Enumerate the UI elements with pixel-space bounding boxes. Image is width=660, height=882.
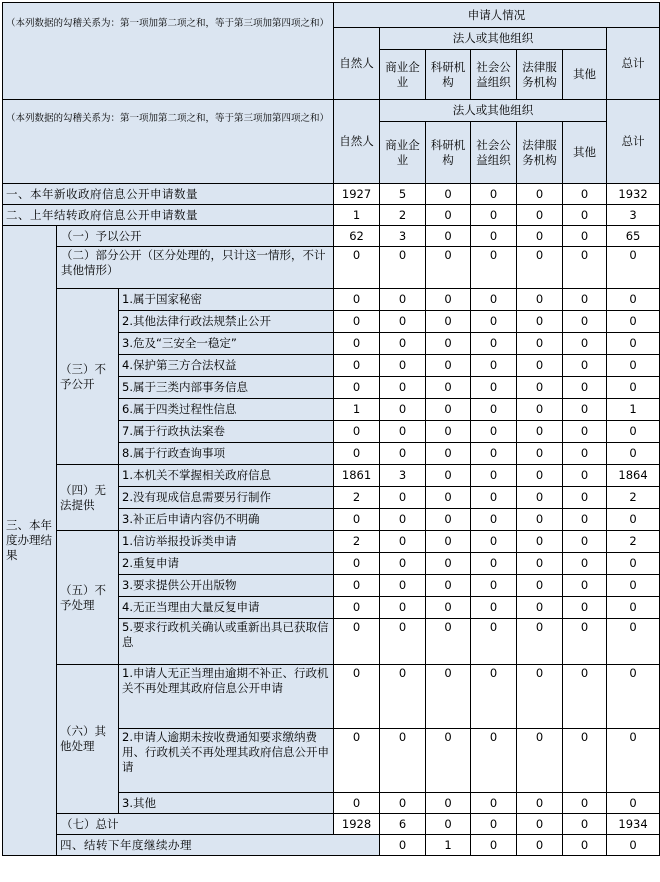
cell: 0 — [517, 814, 563, 835]
cell: 0 — [563, 355, 607, 377]
cell: 0 — [471, 355, 517, 377]
cell: 0 — [426, 311, 471, 333]
row-label: 二、上年结转政府信息公开申请数量 — [3, 205, 334, 226]
cell: 0 — [471, 465, 517, 487]
cell: 0 — [607, 509, 660, 531]
cell: 0 — [563, 247, 607, 289]
cell: 0 — [563, 665, 607, 729]
cell: 0 — [563, 311, 607, 333]
row-label: 3.其他 — [119, 793, 334, 814]
cell: 0 — [334, 443, 380, 465]
cell: 0 — [426, 465, 471, 487]
cell: 0 — [334, 619, 380, 665]
cell: 0 — [380, 575, 426, 597]
cell: 0 — [607, 793, 660, 814]
cell: 0 — [334, 311, 380, 333]
law-header: 法律服务机构 — [517, 50, 563, 100]
cell: 0 — [380, 289, 426, 311]
cell: 0 — [607, 597, 660, 619]
cell: 0 — [471, 665, 517, 729]
cell: 0 — [563, 289, 607, 311]
row-label: 6.属于四类过程性信息 — [119, 399, 334, 421]
row-label: 3.危及“三安全一稳定” — [119, 333, 334, 355]
cell: 0 — [380, 443, 426, 465]
cell: 0 — [471, 619, 517, 665]
cell: 0 — [517, 619, 563, 665]
row-label: 3.补正后申请内容仍不明确 — [119, 509, 334, 531]
cell: 3 — [607, 205, 660, 226]
other-header: 其他 — [563, 50, 607, 100]
cell: 0 — [380, 665, 426, 729]
cell: 0 — [426, 597, 471, 619]
cell: 0 — [517, 333, 563, 355]
cell: 0 — [471, 487, 517, 509]
cell: 0 — [334, 729, 380, 793]
cell: 0 — [517, 575, 563, 597]
cell: 0 — [607, 835, 660, 856]
row-label: 2.重复申请 — [119, 553, 334, 575]
table-row — [3, 205, 660, 226]
cell: 65 — [607, 226, 660, 247]
cell: 0 — [517, 531, 563, 553]
row-label: 四、结转下年度继续办理 — [57, 835, 380, 856]
cell: 0 — [607, 247, 660, 289]
group-6-label: （六）其他处理 — [57, 665, 119, 814]
row-label: 8.属于行政查询事项 — [119, 443, 334, 465]
cell: 1928 — [334, 814, 380, 835]
cell: 2 — [607, 531, 660, 553]
row-label: 1.本机关不掌握相关政府信息 — [119, 465, 334, 487]
cell: 0 — [607, 575, 660, 597]
commercial-header-repeat: 商业企业 — [380, 122, 426, 184]
cell: 5 — [380, 184, 426, 205]
law-header-repeat: 法律服务机构 — [517, 122, 563, 184]
cell: 1 — [426, 835, 471, 856]
cell: 0 — [517, 205, 563, 226]
cell: 0 — [471, 814, 517, 835]
row-label: 2.其他法律行政法规禁止公开 — [119, 311, 334, 333]
cell: 0 — [563, 399, 607, 421]
table-row — [3, 665, 660, 729]
cell: 0 — [517, 311, 563, 333]
cell: 0 — [334, 575, 380, 597]
total-header: 总计 — [607, 28, 660, 100]
row-label: 5.要求行政机关确认或重新出具已获取信息 — [119, 619, 334, 665]
cell: 0 — [471, 421, 517, 443]
cell: 3 — [380, 226, 426, 247]
row-label: 1.信访举报投诉类申请 — [119, 531, 334, 553]
cell: 0 — [471, 793, 517, 814]
cell: 2 — [334, 487, 380, 509]
cell: 0 — [563, 377, 607, 399]
cell: 0 — [426, 553, 471, 575]
research-header-repeat: 科研机构 — [426, 122, 471, 184]
cell: 0 — [563, 509, 607, 531]
social-header: 社会公益组织 — [471, 50, 517, 100]
cell: 6 — [380, 814, 426, 835]
row-label: 7.属于行政执法案卷 — [119, 421, 334, 443]
cell: 0 — [563, 814, 607, 835]
cell: 0 — [563, 205, 607, 226]
cell: 0 — [380, 619, 426, 665]
row-label: 2.没有现成信息需要另行制作 — [119, 487, 334, 509]
cell: 0 — [426, 814, 471, 835]
group-5-label: （五）不予处理 — [57, 531, 119, 665]
cell: 2 — [607, 487, 660, 509]
cell: 0 — [380, 835, 426, 856]
row-label: 一、本年新收政府信息公开申请数量 — [3, 184, 334, 205]
cell: 0 — [426, 184, 471, 205]
cell: 0 — [607, 333, 660, 355]
gov-info-disclosure-table — [2, 2, 660, 856]
cell: 0 — [426, 575, 471, 597]
cell: 0 — [334, 793, 380, 814]
cell: 0 — [517, 487, 563, 509]
cell: 0 — [334, 333, 380, 355]
cell: 0 — [471, 509, 517, 531]
cell: 0 — [426, 729, 471, 793]
cell: 0 — [426, 487, 471, 509]
cell: 0 — [334, 355, 380, 377]
cell: 0 — [607, 729, 660, 793]
cell: 0 — [607, 421, 660, 443]
commercial-header: 商业企业 — [380, 50, 426, 100]
cell: 0 — [563, 619, 607, 665]
row-label: 2.申请人逾期未按收费通知要求缴纳费用、行政机关不再处理其政府信息公开申请 — [119, 729, 334, 793]
cell: 0 — [471, 729, 517, 793]
section-3-label: 三、本年度办理结果 — [3, 226, 57, 856]
row-label: 4.保护第三方合法权益 — [119, 355, 334, 377]
cell: 0 — [471, 531, 517, 553]
cell: 0 — [517, 226, 563, 247]
cell: 1932 — [607, 184, 660, 205]
cell: 0 — [426, 531, 471, 553]
cell: 0 — [334, 289, 380, 311]
cell: 0 — [380, 793, 426, 814]
cell: 0 — [426, 205, 471, 226]
row-label: 1.申请人无正当理由逾期不补正、行政机关不再处理其政府信息公开申请 — [119, 665, 334, 729]
cell: 0 — [563, 531, 607, 553]
cell: 0 — [517, 729, 563, 793]
cell: 0 — [607, 355, 660, 377]
cell: 0 — [607, 619, 660, 665]
cell: 1861 — [334, 465, 380, 487]
cell: 0 — [426, 665, 471, 729]
cell: 1 — [607, 399, 660, 421]
row-label: （一）予以公开 — [57, 226, 334, 247]
legal-org-header: 法人或其他组织 — [380, 28, 607, 50]
relation-note: （本列数据的勾稽关系为：第一项加第二项之和，等于第三项加第四项之和） — [3, 3, 334, 100]
cell: 1 — [334, 205, 380, 226]
cell: 0 — [380, 311, 426, 333]
cell: 0 — [334, 597, 380, 619]
cell: 62 — [334, 226, 380, 247]
cell: 0 — [607, 665, 660, 729]
table-row — [3, 289, 660, 311]
cell: 0 — [517, 421, 563, 443]
cell: 0 — [471, 226, 517, 247]
cell: 0 — [517, 465, 563, 487]
cell: 0 — [471, 835, 517, 856]
table-row — [3, 184, 660, 205]
cell: 0 — [471, 333, 517, 355]
cell: 0 — [563, 226, 607, 247]
cell: 0 — [380, 509, 426, 531]
cell: 0 — [471, 597, 517, 619]
cell: 0 — [471, 289, 517, 311]
cell: 0 — [380, 377, 426, 399]
cell: 0 — [426, 377, 471, 399]
table-row — [3, 531, 660, 553]
cell: 0 — [380, 531, 426, 553]
cell: 0 — [426, 399, 471, 421]
cell: 0 — [426, 509, 471, 531]
cell: 0 — [563, 793, 607, 814]
cell: 0 — [426, 289, 471, 311]
cell: 0 — [607, 553, 660, 575]
total-header-repeat: 总计 — [607, 100, 660, 184]
legal-org-header-repeat: 法人或其他组织 — [380, 100, 607, 122]
cell: 0 — [517, 793, 563, 814]
cell: 0 — [471, 399, 517, 421]
group-3-label: （三）不予公开 — [57, 289, 119, 465]
table-row — [3, 247, 660, 289]
cell: 0 — [563, 835, 607, 856]
table-row — [3, 835, 660, 856]
row-label: 1.属于国家秘密 — [119, 289, 334, 311]
natural-person-header: 自然人 — [334, 28, 380, 100]
cell: 0 — [563, 421, 607, 443]
cell: 0 — [517, 665, 563, 729]
cell: 0 — [607, 289, 660, 311]
relation-note-repeat: （本列数据的勾稽关系为：第一项加第二项之和，等于第三项加第四项之和） — [3, 100, 334, 184]
applicant-header: 申请人情况 — [334, 3, 660, 28]
cell: 0 — [334, 247, 380, 289]
cell: 0 — [563, 443, 607, 465]
cell: 0 — [607, 377, 660, 399]
cell: 0 — [426, 226, 471, 247]
cell: 0 — [471, 443, 517, 465]
cell: 0 — [563, 575, 607, 597]
cell: 1 — [334, 399, 380, 421]
cell: 0 — [517, 835, 563, 856]
cell: 0 — [426, 619, 471, 665]
cell: 0 — [380, 355, 426, 377]
cell: 0 — [471, 184, 517, 205]
row-label: （二）部分公开（区分处理的，只计这一情形，不计其他情形） — [57, 247, 334, 289]
cell: 0 — [471, 311, 517, 333]
cell: 0 — [334, 421, 380, 443]
cell: 0 — [563, 487, 607, 509]
cell: 0 — [426, 247, 471, 289]
cell: 0 — [380, 487, 426, 509]
cell: 3 — [380, 465, 426, 487]
cell: 0 — [563, 184, 607, 205]
cell: 0 — [334, 665, 380, 729]
cell: 0 — [517, 247, 563, 289]
row-label: （七）总计 — [57, 814, 334, 835]
cell: 0 — [380, 399, 426, 421]
cell: 0 — [563, 553, 607, 575]
cell: 0 — [426, 421, 471, 443]
cell: 1864 — [607, 465, 660, 487]
cell: 0 — [471, 553, 517, 575]
cell: 2 — [334, 531, 380, 553]
cell: 0 — [517, 553, 563, 575]
cell: 0 — [607, 311, 660, 333]
cell: 0 — [426, 355, 471, 377]
row-label: 4.无正当理由大量反复申请 — [119, 597, 334, 619]
cell: 0 — [426, 333, 471, 355]
cell: 0 — [471, 247, 517, 289]
cell: 0 — [517, 399, 563, 421]
cell: 1934 — [607, 814, 660, 835]
cell: 0 — [334, 509, 380, 531]
table-row — [3, 814, 660, 835]
cell: 0 — [380, 597, 426, 619]
cell: 0 — [517, 289, 563, 311]
cell: 0 — [563, 597, 607, 619]
cell: 0 — [471, 205, 517, 226]
cell: 0 — [517, 377, 563, 399]
cell: 0 — [517, 509, 563, 531]
cell: 0 — [334, 553, 380, 575]
other-header-repeat: 其他 — [563, 122, 607, 184]
natural-person-header-repeat: 自然人 — [334, 100, 380, 184]
cell: 0 — [426, 793, 471, 814]
social-header-repeat: 社会公益组织 — [471, 122, 517, 184]
cell: 0 — [380, 729, 426, 793]
research-header: 科研机构 — [426, 50, 471, 100]
cell: 0 — [563, 465, 607, 487]
cell: 0 — [563, 729, 607, 793]
row-label: 5.属于三类内部事务信息 — [119, 377, 334, 399]
cell: 0 — [517, 597, 563, 619]
cell: 0 — [607, 443, 660, 465]
group-4-label: （四）无法提供 — [57, 465, 119, 531]
table-row — [3, 226, 660, 247]
cell: 0 — [517, 184, 563, 205]
cell: 0 — [426, 443, 471, 465]
cell: 0 — [563, 333, 607, 355]
row-label: 3.要求提供公开出版物 — [119, 575, 334, 597]
cell: 0 — [517, 443, 563, 465]
cell: 0 — [380, 247, 426, 289]
table-row — [3, 465, 660, 487]
cell: 0 — [334, 377, 380, 399]
cell: 0 — [380, 553, 426, 575]
cell: 0 — [471, 377, 517, 399]
cell: 0 — [471, 575, 517, 597]
cell: 0 — [517, 355, 563, 377]
cell: 1927 — [334, 184, 380, 205]
cell: 0 — [380, 421, 426, 443]
cell: 2 — [380, 205, 426, 226]
cell: 0 — [380, 333, 426, 355]
